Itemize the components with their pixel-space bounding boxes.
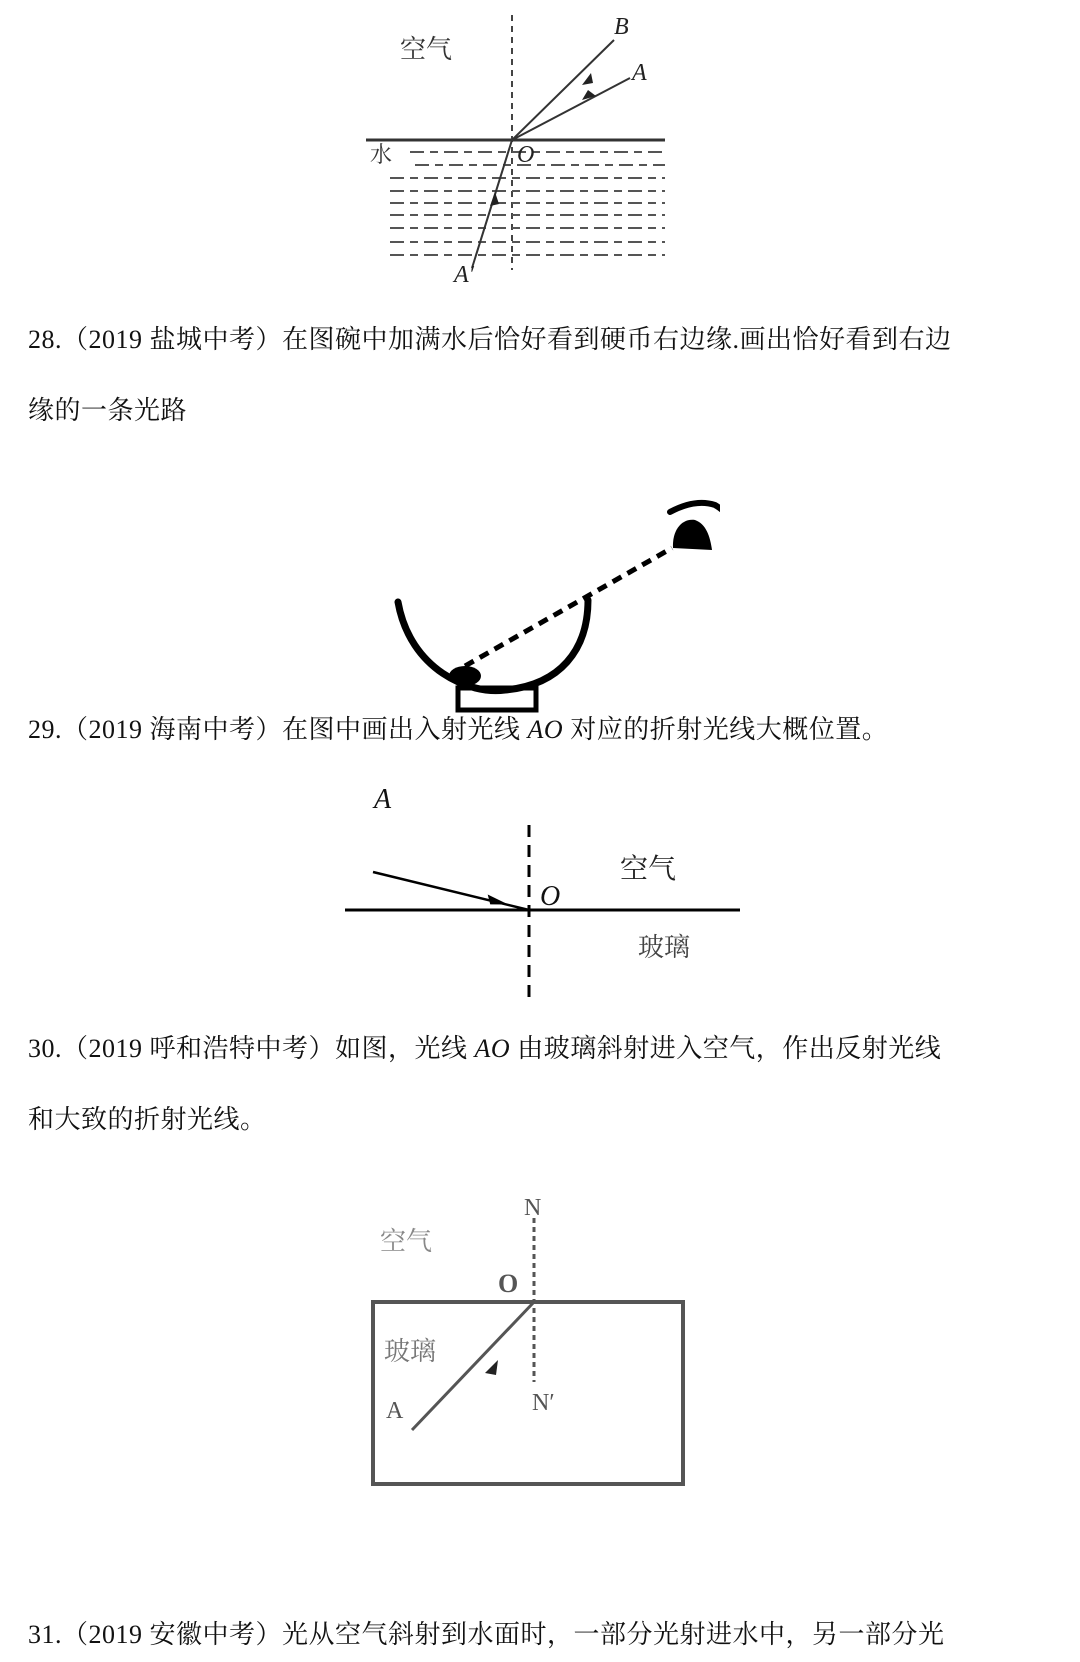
label-air: 空气 [620, 852, 677, 885]
label-ray-start: A [386, 1398, 404, 1424]
question-31 [28, 1622, 945, 1648]
question-text: 在图中画出入射光线 [282, 715, 528, 744]
question-text: 在图碗中加满水后恰好看到硬币右边缘.画出恰好看到右边 [282, 325, 952, 354]
question-text-end: 由玻璃斜射进入空气，作出反射光线 [510, 1034, 942, 1063]
question-number: 31. [28, 1620, 62, 1649]
label-normal-top: N [524, 1195, 542, 1221]
question-text-continued: 缘的一条光路 [28, 396, 188, 425]
question-text: 光从空气斜射到水面时，一部分光射进水中，另一部分光 [282, 1620, 945, 1649]
question-number: 30. [28, 1034, 62, 1063]
label-air: 空气 [400, 35, 453, 65]
label-origin: O [540, 881, 561, 912]
question-29 [28, 717, 888, 743]
question-source: （2019 呼和浩特中考） [62, 1034, 336, 1063]
figure-bowl-coin-eye [360, 470, 720, 720]
ray-label: AO [474, 1034, 511, 1063]
question-text-continued: 和大致的折射光线。 [28, 1105, 267, 1134]
question-text: 如图，光线 [335, 1034, 475, 1063]
label-glass: 玻璃 [638, 933, 691, 963]
question-source: （2019 安徽中考） [62, 1620, 283, 1649]
label-water: 水 [370, 143, 393, 168]
ray-label: AO [527, 715, 564, 744]
question-30-line-1 [28, 1036, 941, 1062]
label-ray-start: A [374, 784, 392, 815]
figure-air-water-refraction [360, 0, 680, 290]
label-normal-bottom: N′ [532, 1390, 555, 1416]
label-ray-a-prime: A′ [454, 262, 474, 288]
question-28-line-1 [28, 327, 952, 353]
label-origin: O [498, 1269, 519, 1298]
question-30-line-2 [28, 1107, 267, 1133]
label-origin: O [517, 142, 535, 168]
label-ray-a: A [632, 60, 647, 86]
question-28-line-2 [28, 398, 187, 424]
label-air: 空气 [380, 1227, 433, 1257]
label-ray-b: B [614, 14, 629, 40]
question-text-end: 对应的折射光线大概位置。 [563, 715, 889, 744]
figure-air-glass-incident [340, 780, 740, 1010]
question-number: 29. [28, 715, 62, 744]
question-number: 28. [28, 325, 62, 354]
eye-icon [673, 520, 712, 550]
figure-glass-block-normal [360, 1160, 720, 1580]
question-source: （2019 盐城中考） [62, 325, 283, 354]
question-source: （2019 海南中考） [62, 715, 283, 744]
label-glass: 玻璃 [384, 1337, 437, 1367]
